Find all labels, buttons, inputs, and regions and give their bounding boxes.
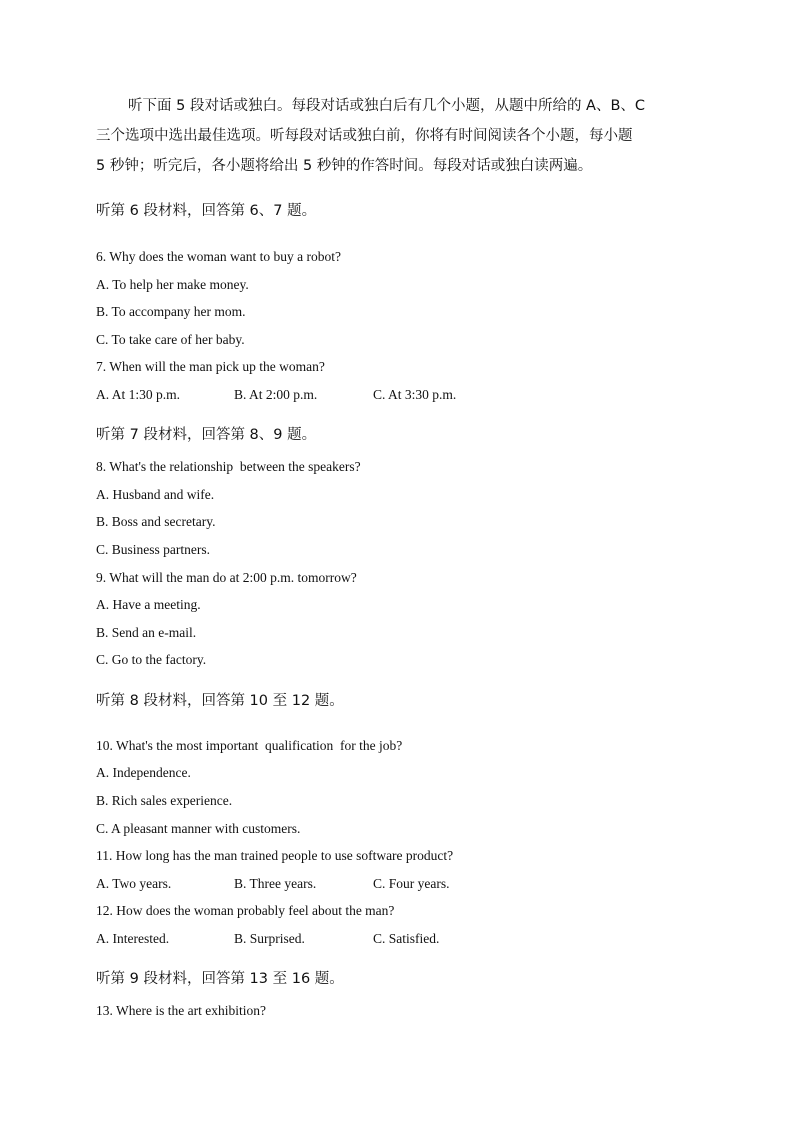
question-7-option-a: A. At 1:30 p.m. bbox=[96, 387, 181, 402]
question-9-stem: 9. What will the man do at 2:00 p.m. tomorrow? bbox=[96, 570, 357, 585]
question-7-option-c: C. At 3:30 p.m. bbox=[373, 387, 457, 402]
question-9-option-c: C. Go to the factory. bbox=[96, 652, 207, 667]
question-12-stem: 12. How does the woman probably feel about the man? bbox=[96, 903, 395, 918]
question-7-stem: 7. When will the man pick up the woman? bbox=[96, 359, 325, 374]
instructions-line-2: 三个选项中选出最佳选项。听每段对话或独白前，你将有时间阅读各个小题，每小题 bbox=[96, 128, 633, 144]
section-heading-6: 听第 6 段材料，回答第 6、7 题。 bbox=[96, 203, 317, 219]
question-10-option-c: C. A pleasant manner with customers. bbox=[96, 821, 301, 836]
question-10-option-a: A. Independence. bbox=[96, 765, 191, 780]
question-12-option-a: A. Interested. bbox=[96, 931, 170, 946]
question-12-option-c: C. Satisfied. bbox=[373, 931, 440, 946]
section-heading-9: 听第 9 段材料，回答第 13 至 16 题。 bbox=[96, 971, 344, 987]
question-12-option-b: B. Surprised. bbox=[234, 931, 305, 946]
question-8-option-b: B. Boss and secretary. bbox=[96, 514, 216, 529]
question-6-option-b: B. To accompany her mom. bbox=[96, 304, 246, 319]
question-9-option-a: A. Have a meeting. bbox=[96, 597, 201, 612]
question-13-stem: 13. Where is the art exhibition? bbox=[96, 1003, 266, 1018]
question-6-stem: 6. Why does the woman want to buy a robot? bbox=[96, 249, 341, 264]
instructions-line-1: 听下面 5 段对话或独白。每段对话或独白后有几个小题，从题中所给的 A、B、C bbox=[128, 98, 646, 114]
question-10-stem: 10. What's the most important qualification for the job? bbox=[96, 738, 403, 753]
instructions-line-3: 5 秒钟；听完后，各小题将给出 5 秒钟的作答时间。每段对话或独白读两遍。 bbox=[96, 158, 593, 174]
question-11-option-c: C. Four years. bbox=[373, 876, 450, 891]
question-6-option-a: A. To help her make money. bbox=[96, 277, 249, 292]
question-7-option-b: B. At 2:00 p.m. bbox=[234, 387, 318, 402]
question-11-option-b: B. Three years. bbox=[234, 876, 317, 891]
question-11-option-a: A. Two years. bbox=[96, 876, 172, 891]
question-8-stem: 8. What's the relationship between the speakers? bbox=[96, 459, 361, 474]
question-11-stem: 11. How long has the man trained people to use software product? bbox=[96, 848, 454, 863]
section-heading-8: 听第 8 段材料，回答第 10 至 12 题。 bbox=[96, 693, 344, 709]
question-6-option-c: C. To take care of her baby. bbox=[96, 332, 245, 347]
question-9-option-b: B. Send an e-mail. bbox=[96, 625, 197, 640]
section-heading-7: 听第 7 段材料，回答第 8、9 题。 bbox=[96, 427, 317, 443]
question-8-option-a: A. Husband and wife. bbox=[96, 487, 215, 502]
question-8-option-c: C. Business partners. bbox=[96, 542, 210, 557]
question-10-option-b: B. Rich sales experience. bbox=[96, 793, 233, 808]
